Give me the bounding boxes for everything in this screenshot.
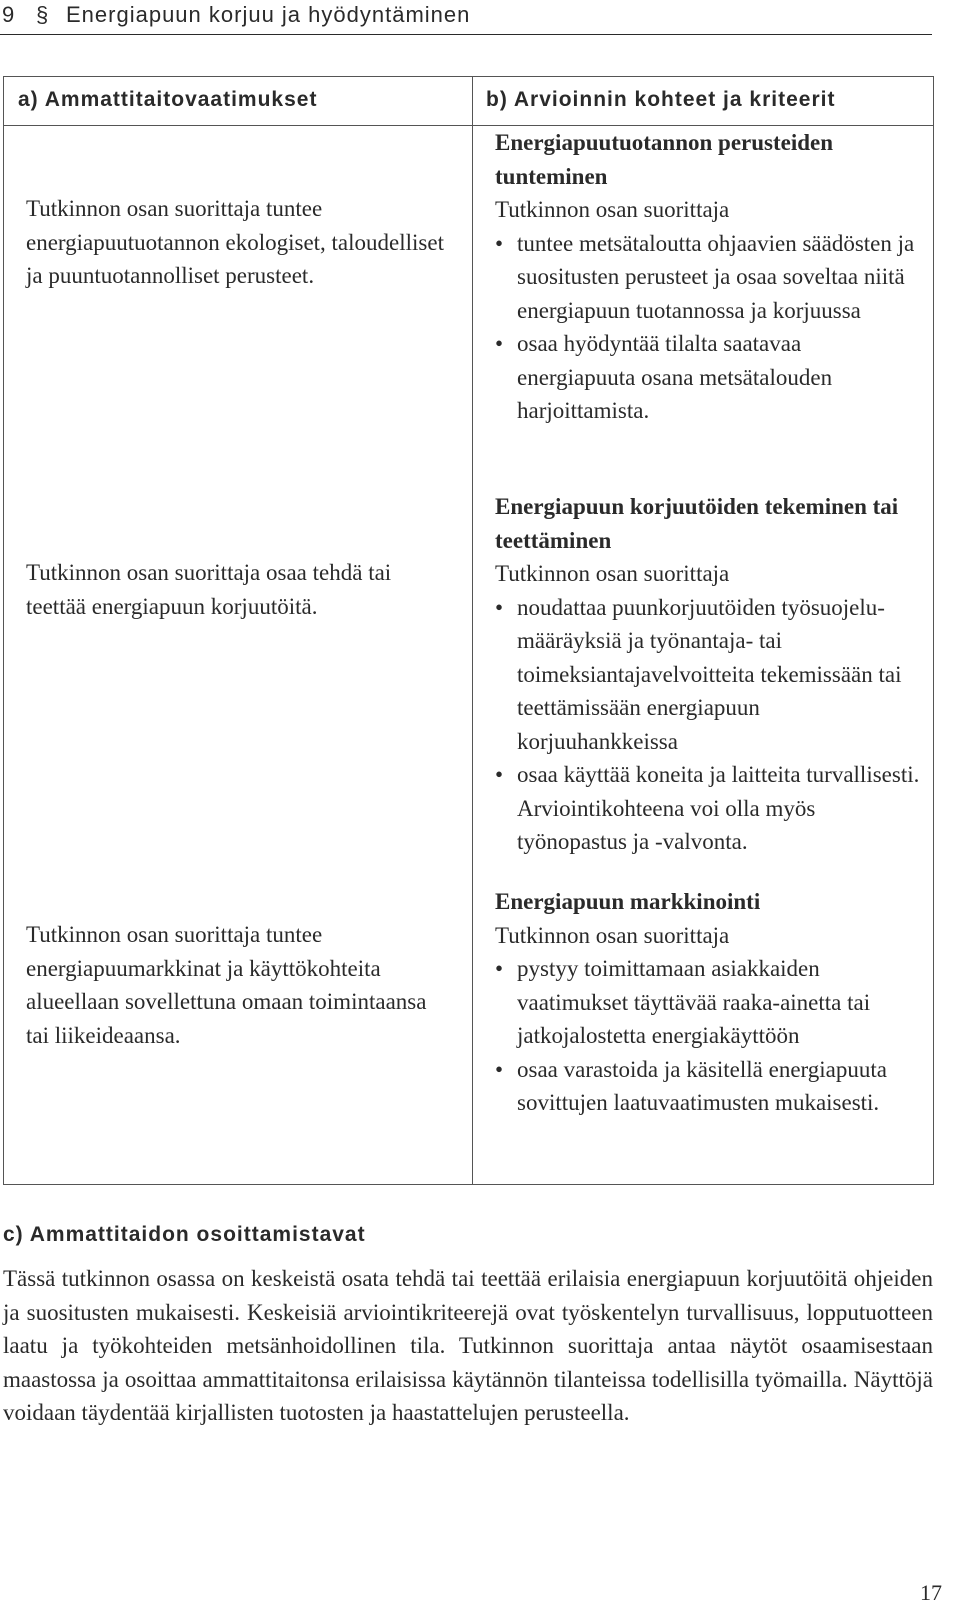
requirement-3: Tutkinnon osan suorittaja tuntee energiapuumarkkinat ja käyttökohteita alueellaan sovellettuna omaan toimintaansa tai liikeideaansa. bbox=[26, 922, 427, 1048]
criteria-bullets-3 bbox=[495, 952, 925, 1120]
criteria-subject-1: Tutkinnon osan suorittaja bbox=[495, 197, 730, 222]
bullet-icon: • bbox=[495, 594, 504, 620]
criteria-bullets-1 bbox=[495, 227, 925, 428]
criteria-subject-3: Tutkinnon osan suorittaja bbox=[495, 922, 730, 948]
requirement-1: Tutkinnon osan suorittaja tuntee energiapuutuotannon ekologiset, taloudelliset ja puuntuotannolliset perusteet. bbox=[26, 196, 444, 288]
criteria-block-1 bbox=[495, 126, 925, 428]
criteria-block-3 bbox=[495, 885, 925, 1120]
criteria-bullets-2 bbox=[495, 591, 925, 859]
criteria-title-1: Energiapuutuotannon perusteiden tunteminen bbox=[495, 130, 834, 189]
chapter-title: Energiapuun korjuu ja hyödyntäminen bbox=[66, 2, 471, 27]
criteria-bullet-text: osaa hyödyntää tilalta saatavaa energiapuuta osana metsätalouden harjoittamista. bbox=[517, 331, 833, 423]
assessment-table bbox=[3, 76, 934, 1185]
criteria-title-3: Energiapuun markkinointi bbox=[495, 889, 761, 914]
section-symbol: § bbox=[36, 2, 50, 27]
section-c-heading: c) Ammattitaidon osoittamistavat bbox=[3, 1223, 366, 1246]
criteria-bullet-text: tuntee metsätaloutta ohjaavien säädösten ja suositusten perusteet ja osaa soveltaa niitä energiapuun tuotannossa ja korjuussa bbox=[517, 230, 915, 323]
column-b-heading: b) Arvioinnin kohteet ja kriteerit bbox=[486, 88, 836, 111]
criteria-title-2: Energiapuun korjuutöiden tekeminen tai teettäminen bbox=[495, 494, 899, 553]
criteria-bullet-text: pystyy toimittamaan asiakkaiden vaatimukset täyttävää raaka-ainetta tai jatkojalostetta energiakäyttöön bbox=[517, 956, 871, 1048]
requirement-2: Tutkinnon osan suorittaja osaa tehdä tai teettää energiapuun korjuutöitä. bbox=[26, 560, 392, 619]
chapter-number: 9 bbox=[2, 2, 16, 27]
list-item bbox=[495, 327, 925, 428]
bullet-icon: • bbox=[495, 1056, 504, 1082]
column-divider bbox=[472, 77, 473, 1184]
section-c-text: Tässä tutkinnon osassa on keskeistä osata tehdä tai teettää erilaisia energiapuun korjuutöitä ohjeiden ja suositusten mukaisesti. Keskeisiä arviointikriteerejä ovat työskentelyn turvallisuus, lopputuotteen laatu ja työkohteiden metsänhoidollinen tila. Tutkinnon suorittaja antaa näytöt osaamisestaan maastossa ja osoittaa ammattitaitonsa erilaisissa käytännön tilanteissa todellisilla työmailla. Näyttöjä voidaan täydentää kirjallisten tuotosten ja haastattelujen perusteella. bbox=[3, 1266, 933, 1425]
page-number: 17 bbox=[920, 1580, 942, 1605]
bullet-icon: • bbox=[495, 956, 504, 981]
criteria-subject-2: Tutkinnon osan suorittaja bbox=[495, 561, 730, 586]
bullet-icon: • bbox=[495, 331, 504, 356]
list-item bbox=[495, 227, 925, 328]
page-header bbox=[0, 0, 932, 35]
list-item bbox=[495, 952, 925, 1053]
criteria-bullet-text: noudattaa puunkorjuutöiden työsuojelu-määräyksiä ja työnantaja- tai toimeksiantajavelvoitteita tekemissään tai teettämissään energiapuun korjuuhankkeissa bbox=[517, 594, 902, 754]
criteria-bullet-text: osaa varastoida ja käsitellä energiapuuta sovittujen laatuvaatimusten mukaisesti. bbox=[517, 1056, 887, 1115]
criteria-block-2 bbox=[495, 490, 925, 859]
list-item bbox=[495, 591, 925, 759]
list-item bbox=[495, 758, 925, 859]
bullet-icon: • bbox=[495, 230, 504, 256]
column-a-heading: a) Ammattitaitovaatimukset bbox=[18, 88, 318, 111]
bullet-icon: • bbox=[495, 762, 504, 787]
criteria-bullet-text: osaa käyttää koneita ja laitteita turvallisesti. Arviointikohteena voi olla myös työnopastus ja -valvonta. bbox=[517, 762, 920, 854]
list-item bbox=[495, 1053, 925, 1120]
